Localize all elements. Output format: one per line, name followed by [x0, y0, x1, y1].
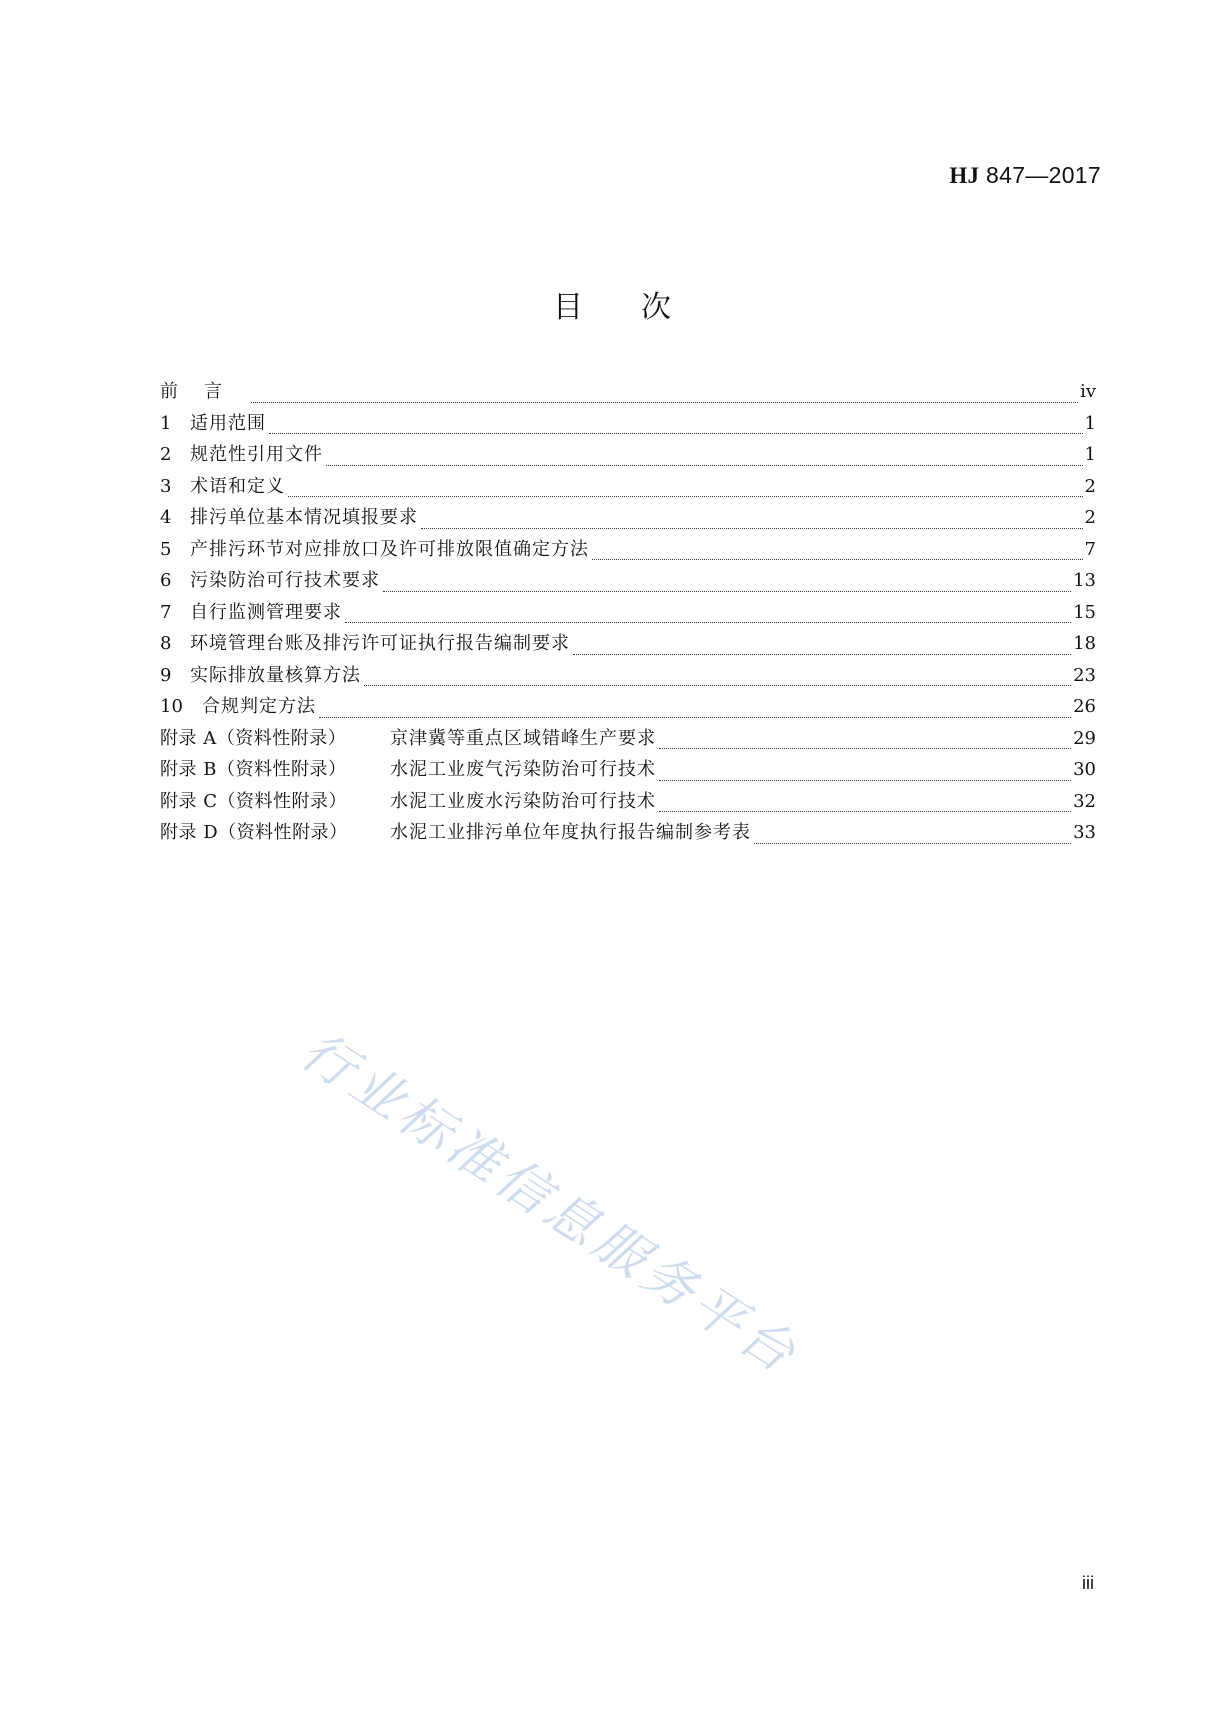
toc-entry-number: 10 — [160, 696, 183, 717]
toc-entry-number: 9 — [160, 664, 172, 686]
toc-entry-number: 6 — [160, 570, 172, 591]
toc-leader-dots — [573, 640, 1071, 660]
toc-title — [0, 282, 1224, 326]
toc-leader-dots — [383, 577, 1071, 597]
toc-entry[interactable] — [160, 628, 1096, 660]
toc-leader-dots — [659, 766, 1071, 786]
toc-entry-label: 产排污环节对应排放口及许可排放限值确定方法 — [190, 538, 589, 560]
toc-entry-label: 规范性引用文件 — [190, 444, 323, 465]
watermark: 行业标准信息服务平台 — [290, 1020, 810, 1388]
toc-entry[interactable] — [160, 817, 1096, 849]
toc-entry-page: 29 — [1073, 727, 1096, 749]
toc-entry[interactable] — [160, 754, 1096, 786]
toc-entry-page: 2 — [1084, 507, 1096, 528]
toc-entry-page: iv — [1080, 381, 1096, 402]
toc-leader-dots — [288, 482, 1083, 502]
toc-entry-label: 水泥工业排污单位年度执行报告编制参考表 — [390, 822, 751, 843]
toc-leader-dots — [659, 797, 1071, 817]
toc-leader-dots — [326, 451, 1083, 471]
toc-entry-label: 适用范围 — [190, 412, 266, 434]
toc-entry-page: 2 — [1084, 475, 1096, 497]
toc-entry[interactable] — [160, 691, 1096, 723]
toc-entry-label: 术语和定义 — [190, 475, 285, 497]
toc-entry-label: 前言 — [160, 381, 248, 402]
toc-appendix-prefix: 附录 B（资料性附录） — [160, 759, 347, 780]
toc-leader-dots — [659, 734, 1071, 754]
toc-entry-page: 26 — [1073, 696, 1096, 717]
toc-entry-label: 排污单位基本情况填报要求 — [190, 507, 418, 528]
toc-leader-dots — [269, 419, 1083, 439]
toc-leader-dots — [345, 608, 1071, 628]
toc-entry[interactable] — [160, 471, 1096, 503]
toc-entry-label: 水泥工业废水污染防治可行技术 — [390, 790, 656, 812]
standard-code-number: 847—2017 — [979, 162, 1101, 188]
toc-entry-page: 30 — [1073, 759, 1096, 780]
toc-entry[interactable] — [160, 534, 1096, 566]
toc-entry-page: 15 — [1073, 601, 1096, 623]
toc-entry-page: 7 — [1084, 538, 1096, 560]
toc-entry-number: 8 — [160, 633, 172, 654]
toc-entry-label: 自行监测管理要求 — [190, 601, 342, 623]
toc-entry[interactable] — [160, 723, 1096, 755]
toc-appendix-prefix: 附录 C（资料性附录） — [160, 790, 347, 812]
toc-leader-dots — [319, 703, 1071, 723]
toc-entry-number: 1 — [160, 412, 172, 434]
toc-entry[interactable] — [160, 408, 1096, 440]
toc-entry[interactable] — [160, 439, 1096, 471]
toc-entry-page: 1 — [1084, 444, 1096, 465]
toc-entry-page: 13 — [1073, 570, 1096, 591]
toc-entry-number: 3 — [160, 475, 172, 497]
toc-entry-label: 污染防治可行技术要求 — [190, 570, 380, 591]
toc-entry[interactable] — [160, 660, 1096, 692]
toc-entry[interactable] — [160, 376, 1096, 408]
toc-entry-number: 2 — [160, 444, 172, 465]
toc-list — [160, 376, 1096, 849]
toc-entry-page: 1 — [1084, 412, 1096, 434]
toc-title-char-1: 目 — [553, 290, 583, 325]
toc-entry-number: 7 — [160, 601, 172, 623]
toc-entry[interactable] — [160, 565, 1096, 597]
toc-entry-page: 23 — [1073, 664, 1096, 686]
toc-leader-dots — [421, 514, 1083, 534]
toc-entry-number: 5 — [160, 538, 172, 560]
toc-entry-label: 合规判定方法 — [202, 696, 316, 717]
toc-appendix-prefix: 附录 D（资料性附录） — [160, 822, 348, 843]
toc-entry-page: 18 — [1073, 633, 1096, 654]
toc-leader-dots — [364, 671, 1071, 691]
toc-entry-label: 实际排放量核算方法 — [190, 664, 361, 686]
toc-entry-label: 环境管理台账及排污许可证执行报告编制要求 — [190, 633, 570, 654]
toc-title-char-2: 次 — [641, 290, 671, 325]
page-number: iii — [1082, 1573, 1094, 1593]
toc-entry[interactable] — [160, 502, 1096, 534]
toc-entry-page: 33 — [1073, 822, 1096, 843]
toc-entry-label: 京津冀等重点区域错峰生产要求 — [390, 727, 656, 749]
toc-leader-dots — [754, 829, 1071, 849]
standard-code-prefix: HJ — [949, 163, 980, 188]
toc-appendix-prefix: 附录 A（资料性附录） — [160, 727, 347, 749]
toc-leader-dots — [592, 545, 1083, 565]
toc-entry-label: 水泥工业废气污染防治可行技术 — [390, 759, 656, 780]
standard-code — [949, 162, 1101, 189]
toc-entry-number: 4 — [160, 507, 172, 528]
toc-entry-page: 32 — [1073, 790, 1096, 812]
toc-entry[interactable] — [160, 786, 1096, 818]
toc-entry[interactable] — [160, 597, 1096, 629]
toc-leader-dots — [251, 388, 1078, 408]
